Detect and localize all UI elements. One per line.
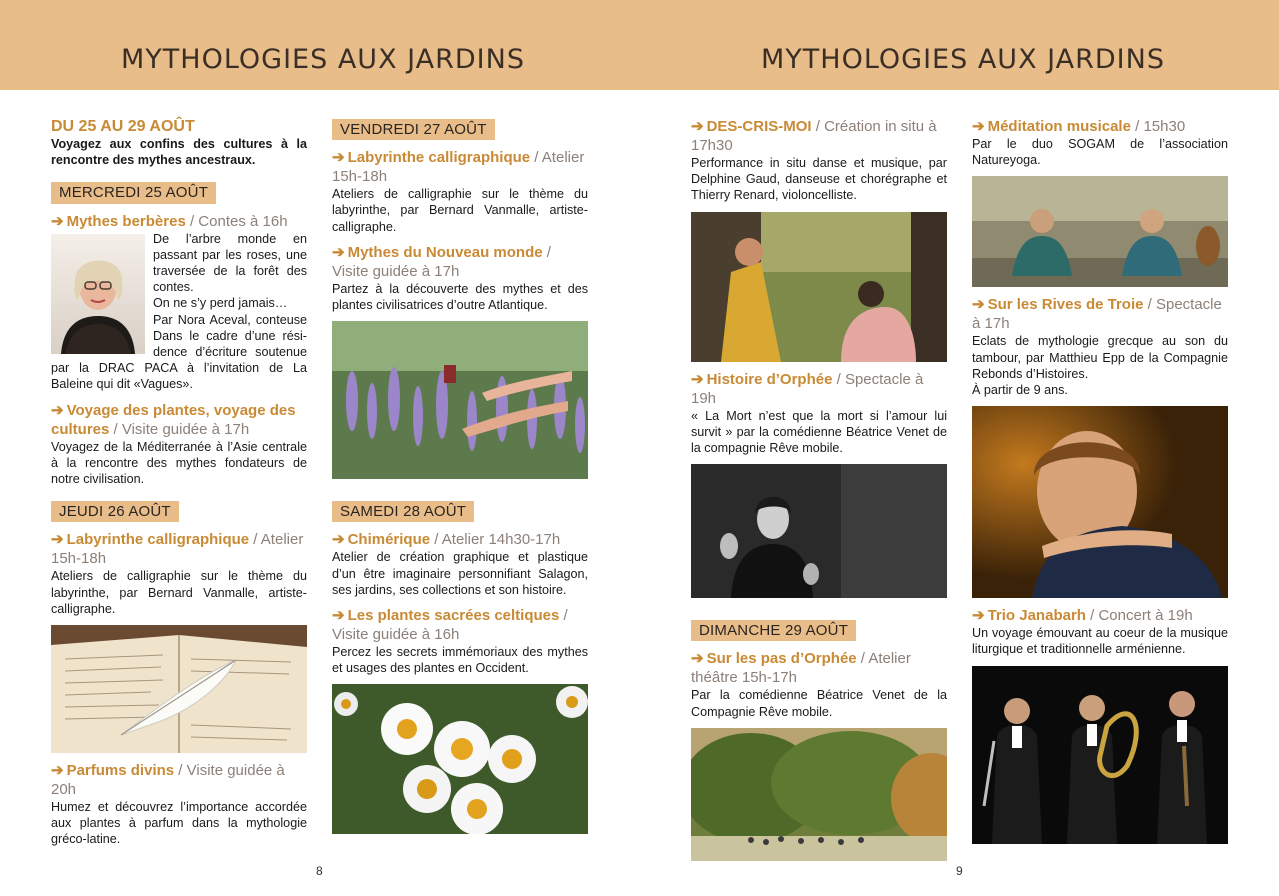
event-subtitle: / Concert à 19h (1085, 607, 1193, 625)
event-title: Mythes du Nouveau monde (347, 243, 543, 261)
event-parfums-divins (51, 761, 307, 848)
left-page-title: MYTHOLOGIES AUX JARDINS (121, 44, 525, 75)
arrow-icon: ➔ (972, 118, 985, 135)
event-description: De l’arbre monde en passant par les roses, une traversée de la forêt des contes. (153, 231, 307, 295)
photo-garden-audience (691, 728, 947, 861)
column-3 (691, 117, 947, 869)
event-subtitle: / Spectacle à 17h (972, 296, 1222, 333)
event-voyage-des-plantes (51, 401, 307, 488)
arrow-icon: ➔ (51, 212, 64, 230)
event-description: Ateliers de calligraphie sur le thème du labyrinthe, par Bernard Vanmalle, artiste-calligraphe. (51, 569, 307, 616)
event-title: Trio Janabarh (987, 607, 1086, 625)
arrow-icon: ➔ (51, 531, 64, 549)
arrow-icon: ➔ (51, 762, 64, 780)
event-sur-les-pas-orphee (691, 649, 947, 719)
arrow-icon: ➔ (972, 607, 985, 625)
event-description-2: À partir de 9 ans. (972, 383, 1068, 398)
arrow-icon: ➔ (972, 296, 985, 314)
photo-actress-bw (691, 464, 947, 598)
photo-chamomile-flowers (332, 684, 588, 834)
event-subtitle: / Atelier théâtre 15h-17h (691, 650, 911, 687)
event-description: Ateliers de calligraphie sur le thème du labyrinthe, par Bernard Vanmalle, artiste-calligraphe. (332, 187, 588, 234)
right-page-title: MYTHOLOGIES AUX JARDINS (761, 44, 1165, 75)
event-title: Parfums divins (66, 762, 175, 780)
event-subtitle: / Création in situ à 17h30 (691, 118, 937, 154)
event-subtitle: / Atelier 15h-18h (332, 149, 585, 186)
event-description: Atelier de création graphique et plastique d’un être imaginaire personnifiant Salagon, ses jardins, ses collections et son histoire. (332, 550, 588, 597)
day-header-wednesday-25: MERCREDI 25 AOÛT (51, 182, 216, 203)
event-subtitle: / Visite guidée à 17h (109, 420, 250, 438)
event-meditation-musicale (972, 117, 1228, 168)
day-header-thursday-26: JEUDI 26 AOÛT (51, 501, 179, 522)
day-header-sunday-29: DIMANCHE 29 AOÛT (691, 620, 856, 641)
arrow-icon: ➔ (332, 149, 345, 167)
event-description-2: On ne s’y perd jamais… (153, 296, 288, 311)
intro-dates: DU 25 AU 29 AOÛT (51, 118, 195, 135)
event-title: DES-CRIS-MOI (706, 118, 812, 135)
event-description: « La Mort n’est que la mort si l’amour lui survit » par la comédienne Béatrice Venet de la compagnie Rêve mobile. (691, 408, 947, 456)
event-subtitle: / Visite guidée à 16h (332, 607, 568, 644)
event-description: Percez les secrets immémoriaux des mythes et usages des plantes en Occident. (332, 645, 588, 676)
event-labyrinthe-27 (332, 148, 588, 235)
event-rives-de-troie (972, 295, 1228, 398)
photo-dance-cello (691, 212, 947, 362)
day-header-saturday-28: SAMEDI 28 AOÛT (332, 501, 474, 522)
arrow-icon: ➔ (691, 650, 704, 668)
photo-quill-book (51, 625, 307, 753)
column-1 (51, 117, 307, 848)
arrow-icon: ➔ (691, 370, 704, 388)
event-subtitle: / Atelier 15h-18h (51, 531, 304, 568)
arrow-icon: ➔ (51, 401, 64, 419)
arrow-icon: ➔ (332, 243, 345, 261)
photo-trio-musicians (972, 666, 1228, 844)
column-4 (972, 117, 1228, 852)
event-description: Un voyage émouvant au coeur de la musique liturgique et traditionnelle arménienne. (972, 626, 1228, 657)
page-number-right: 9 (956, 864, 963, 878)
column-2 (332, 117, 588, 842)
photo-matthieu-epp (972, 406, 1228, 598)
intro-description: Voyagez aux confins des cultures à la rencontre des mythes ancestraux. (51, 137, 307, 168)
event-title: Méditation musicale (987, 118, 1131, 135)
photo-lavender-hands (332, 321, 588, 479)
event-trio-janabarh (972, 606, 1228, 657)
event-title: Labyrinthe calligraphique (66, 531, 250, 549)
arrow-icon: ➔ (332, 607, 345, 625)
arrow-icon: ➔ (332, 531, 345, 549)
event-nouveau-monde (332, 243, 588, 313)
event-description: Voyagez de la Méditerranée à l’Asie centrale à la rencontre des mythes fondateurs de notre civilisation. (51, 439, 307, 487)
event-title: Histoire d’Orphée (706, 370, 833, 388)
event-title: Sur les Rives de Troie (987, 296, 1144, 314)
event-description: Humez et découvrez l’importance accordée aux plantes à parfum dans la mythologie gréco-latine. (51, 800, 307, 847)
day-header-friday-27: VENDREDI 27 AOÛT (332, 119, 495, 140)
event-subtitle: / Spectacle à 19h (691, 370, 924, 407)
event-chimerique (332, 530, 588, 598)
event-subtitle: / 15h30 (1130, 118, 1186, 135)
event-subtitle: / Visite guidée à 20h (51, 762, 285, 799)
event-labyrinthe-26 (51, 530, 307, 617)
event-description: Par la comédienne Béatrice Venet de la Compagnie Rêve mobile. (691, 688, 947, 719)
arrow-icon: ➔ (691, 118, 704, 135)
event-plantes-celtiques (332, 606, 588, 676)
event-description: Eclats de mythologie grecque au son du tambour, par Matthieu Epp de la Compagnie Rebonds d’Histoires. (972, 334, 1228, 381)
event-title: Labyrinthe calligraphique (347, 149, 531, 167)
event-title: Les plantes sacrées celtiques (347, 607, 560, 625)
event-description-3: Par Nora Aceval, conteuse Dans le cadre d’une rési-dence d’écriture soutenue par la DRAC PACA à l’invitation de La Baleine qui dit «Vagues». (51, 312, 307, 392)
event-subtitle: / Visite guidée à 17h (332, 243, 551, 280)
event-description: Par le duo SOGAM de l’association Natureyoga. (972, 137, 1228, 168)
event-title: Mythes berbères (66, 212, 186, 230)
event-title: Voyage des plantes, voyage des cultures (51, 401, 296, 438)
event-description: Partez à la découverte des mythes et des plantes civilisatrices d’outre Atlantique. (332, 281, 588, 313)
photo-sogam-duo (972, 176, 1228, 287)
photo-nora-aceval (51, 234, 145, 354)
event-subtitle: / Atelier 14h30-17h (430, 531, 561, 549)
event-title: Chimérique (347, 531, 431, 549)
event-title: Sur les pas d’Orphée (706, 650, 857, 668)
event-histoire-orphee (691, 370, 947, 457)
event-subtitle: / Contes à 16h (185, 212, 288, 230)
event-description: Performance in situ danse et musique, par Delphine Gaud, danseuse et chorégraphe et Thierry Renard, violoncelliste. (691, 156, 947, 203)
event-des-cris-moi (691, 117, 947, 204)
page-number-left: 8 (316, 864, 323, 878)
event-mythes-berberes (51, 212, 307, 393)
